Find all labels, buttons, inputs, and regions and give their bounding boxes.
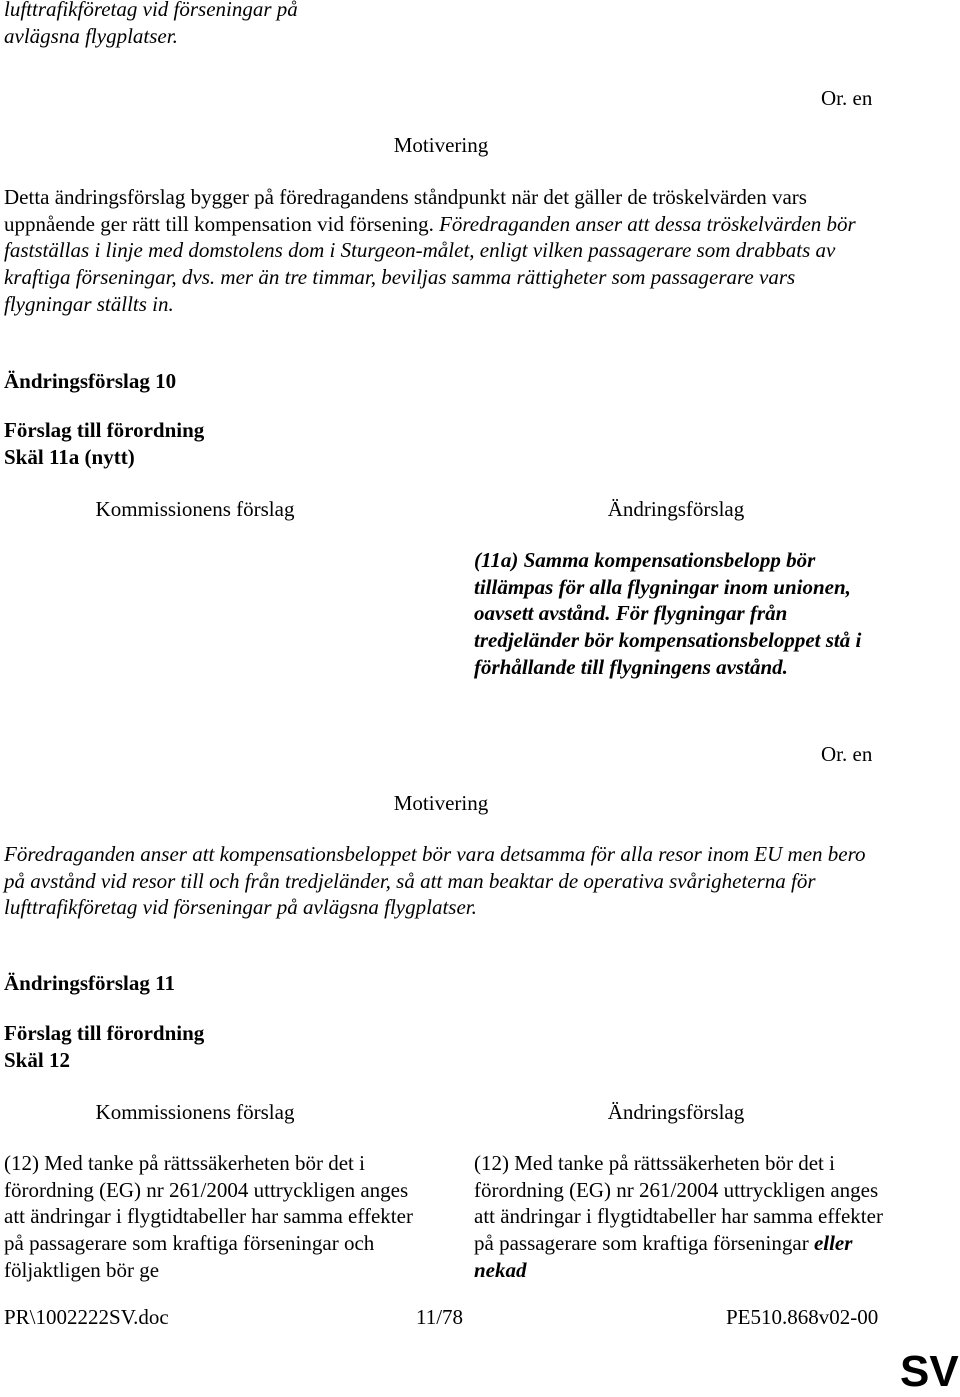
motivering-text-normal: Detta ändringsförslag bygger på föredragandens ståndpunkt när det gäller de tröskelvärden vars uppnående ger rätt till kompensation vid försening. <box>4 185 807 236</box>
fragment-line-2: avlägsna flygplatser. <box>4 23 178 48</box>
motivering-paragraph <box>4 184 884 318</box>
continued-text-fragment <box>4 0 524 49</box>
language-badge: SV <box>900 1347 959 1396</box>
footer-document-name: PR\1002222SV.doc <box>4 1305 169 1329</box>
fragment-line-1: lufttrafikföretag vid förseningar på <box>4 0 298 21</box>
recital-reference: Skäl 11a (nytt) <box>4 445 135 469</box>
commission-proposal-header: Kommissionens förslag <box>95 1100 295 1124</box>
page-footer <box>0 1304 960 1332</box>
amendment-text-normal: (12) Med tanke på rättssäkerheten bör det i förordning (EG) nr 261/2004 uttryckligen anges att ändringar i flygtidtabeller har samma effekter på passagerare som kraftiga förseningar <box>474 1151 883 1256</box>
commission-proposal-header: Kommissionens förslag <box>95 497 295 521</box>
amendment-label: Ändringsförslag <box>4 971 150 995</box>
motivering-paragraph <box>4 841 876 921</box>
footer-page-number: 11/78 <box>416 1305 464 1329</box>
amendment-10-title <box>4 368 176 395</box>
amendment-header: Ändringsförslag <box>607 497 745 521</box>
amendment-number: 10 <box>155 369 177 393</box>
amendment-header: Ändringsförslag <box>607 1100 745 1124</box>
amendment-number: 11 <box>155 971 175 995</box>
amendment-text-bold-italic: eller nekad <box>474 1231 853 1282</box>
motivering-heading: Motivering <box>393 133 489 157</box>
original-language-label: Or. en <box>821 742 873 766</box>
amendment-text-right <box>474 1150 884 1284</box>
amendment-text-right: (11a) Samma kompensationsbelopp bör tillämpas för alla flygningar inom unionen, oavsett avstånd. För flygningar från tredjeländer bör kompensationsbeloppet stå i förhållande till flygningens avstånd. <box>474 548 862 679</box>
proposal-label: Förslag till förordning <box>4 418 205 442</box>
proposal-label: Förslag till förordning <box>4 1021 205 1045</box>
commission-text-left: (12) Med tanke på rättssäkerheten bör det i förordning (EG) nr 261/2004 uttryckligen anges att ändringar i flygtidtabeller har samma effekter på passagerare som kraftiga förseningar och följaktligen bör ge <box>4 1151 413 1282</box>
amendment-11-title <box>4 970 175 997</box>
motivering-text-italic: Föredraganden anser att dessa tröskelvärden bör fastställas i linje med domstolens dom i Sturgeon-målet, enligt vilken passagerare som drabbats av kraftiga förseningar, dvs. mer än tre timmar, beviljas samma rättigheter som passagerare vars flygningar ställts in. <box>4 211 856 316</box>
original-language-label: Or. en <box>821 86 873 110</box>
motivering-text-italic: Föredraganden anser att kompensationsbeloppet bör vara detsamma för alla resor inom EU men bero på avstånd vid resor till och från tredjeländer, så att man beaktar de operativa svårigheterna för lufttrafikföretag vid förseningar på avlägsna flygplatser. <box>4 842 866 920</box>
footer-reference: PE510.868v02-00 <box>726 1305 879 1329</box>
recital-reference: Skäl 12 <box>4 1048 70 1072</box>
motivering-heading: Motivering <box>393 791 489 815</box>
amendment-label: Ändringsförslag <box>4 369 150 393</box>
